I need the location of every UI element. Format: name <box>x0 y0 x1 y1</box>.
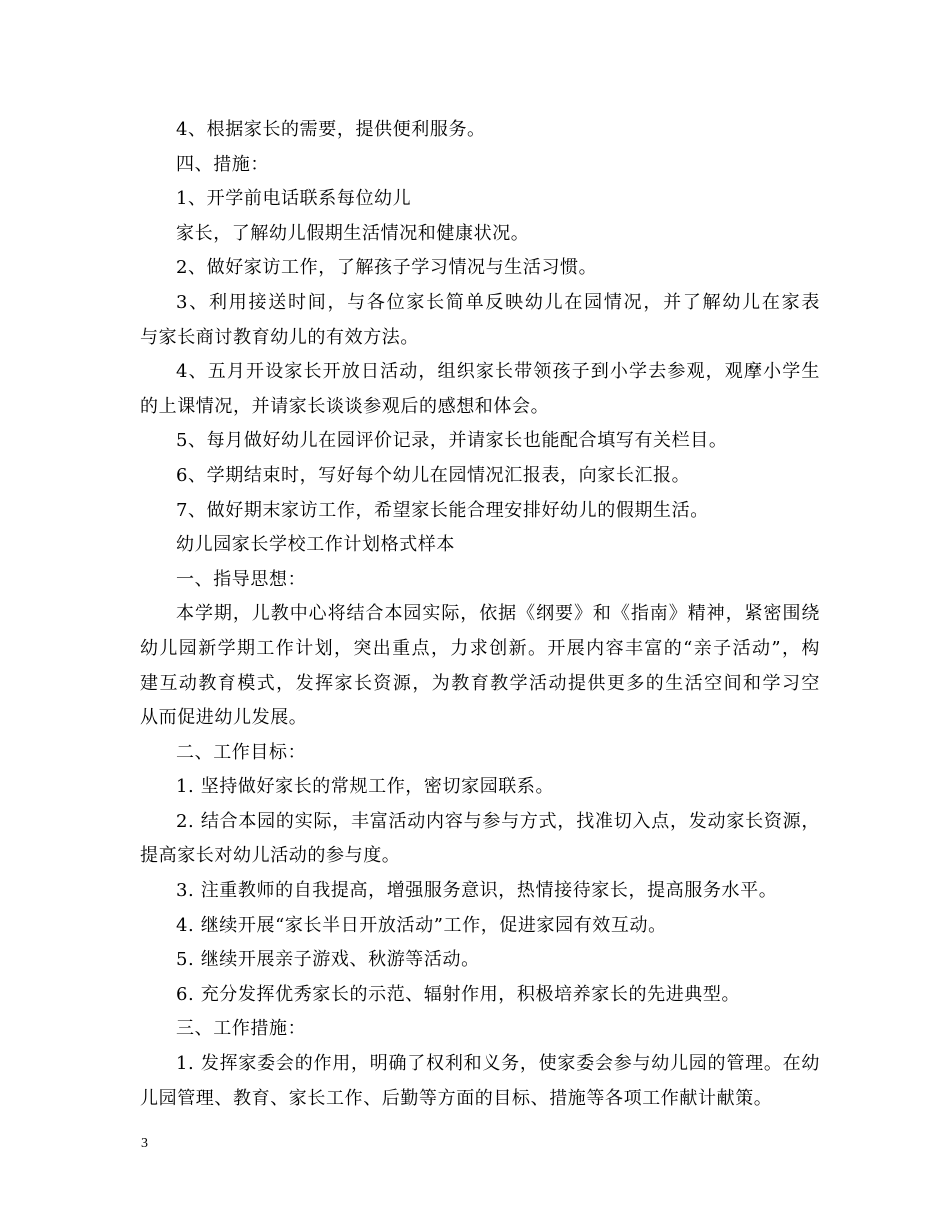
paragraph-line: 1. 发挥家委会的作用，明确了权利和义务，使家委会参与幼儿园的管理。在幼 <box>176 1053 820 1075</box>
paragraph-line: 4、根据家长的需要，提供便利服务。 <box>176 119 486 140</box>
section-heading: 四、措施： <box>176 153 269 175</box>
paragraph-line: 家长，了解幼儿假期生活情况和健康状况。 <box>176 222 530 244</box>
paragraph-line: 建互动教育模式，发挥家长资源，为教育教学活动提供更多的生活空间和学习空 <box>140 672 820 694</box>
paragraph-line: 4、五月开设家长开放日活动，组织家长带领孩子到小学去参观，观摩小学生 <box>176 361 820 383</box>
paragraph-line: 6、学期结束时，写好每个幼儿在园情况汇报表，向家长汇报。 <box>176 464 691 486</box>
paragraph-line: 5. 继续开展亲子游戏、秋游等活动。 <box>176 949 480 971</box>
section-heading: 三、工作措施： <box>176 1018 307 1040</box>
paragraph-line: 5、每月做好幼儿在园评价记录，并请家长也能配合填写有关栏目。 <box>176 430 728 452</box>
section-heading: 二、工作目标： <box>176 741 307 763</box>
document-body <box>140 113 820 1116</box>
paragraph-line: 1、开学前电话联系每位幼儿 <box>176 188 412 210</box>
paragraph-line: 本学期，儿教中心将结合本园实际，依据《纲要》和《指南》精神，紧密围绕 <box>176 603 820 625</box>
document-title: 幼儿园家长学校工作计划格式样本 <box>176 534 455 556</box>
paragraph-line: 7、做好期末家访工作，希望家长能合理安排好幼儿的假期生活。 <box>176 499 709 521</box>
paragraph-line: 3. 注重教师的自我提高，增强服务意识，热情接待家长，提高服务水平。 <box>176 880 778 902</box>
paragraph-line: 与家长商讨教育幼儿的有效方法。 <box>140 326 419 348</box>
paragraph-line: 3、利用接送时间，与各位家长简单反映幼儿在园情况，并了解幼儿在家表 <box>176 291 820 313</box>
paragraph-line: 6. 充分发挥优秀家长的示范、辐射作用，积极培养家长的先进典型。 <box>176 983 741 1005</box>
paragraph-line: 儿园管理、教育、家长工作、后勤等方面的目标、措施等各项工作献计献策。 <box>140 1087 773 1109</box>
page-number: 3 <box>141 1136 148 1151</box>
paragraph-line: 幼儿园新学期工作计划，突出重点，力求创新。开展内容丰富的“亲子活动”，构 <box>140 637 820 659</box>
paragraph-line: 1. 坚持做好家长的常规工作，密切家园联系。 <box>176 776 555 798</box>
section-heading: 一、指导思想： <box>176 568 307 590</box>
paragraph-line: 4. 继续开展“家长半日开放活动”工作，促进家园有效互动。 <box>176 914 667 936</box>
paragraph-line: 的上课情况，并请家长谈谈参观后的感想和体会。 <box>140 395 550 417</box>
paragraph-line: 从而促进幼儿发展。 <box>140 707 308 729</box>
paragraph-line: 2. 结合本园的实际，丰富活动内容与参与方式，找准切入点，发动家长资源， <box>176 810 820 832</box>
paragraph-line: 提高家长对幼儿活动的参与度。 <box>140 845 401 867</box>
paragraph-line: 2、做好家访工作，了解孩子学习情况与生活习惯。 <box>176 257 598 279</box>
